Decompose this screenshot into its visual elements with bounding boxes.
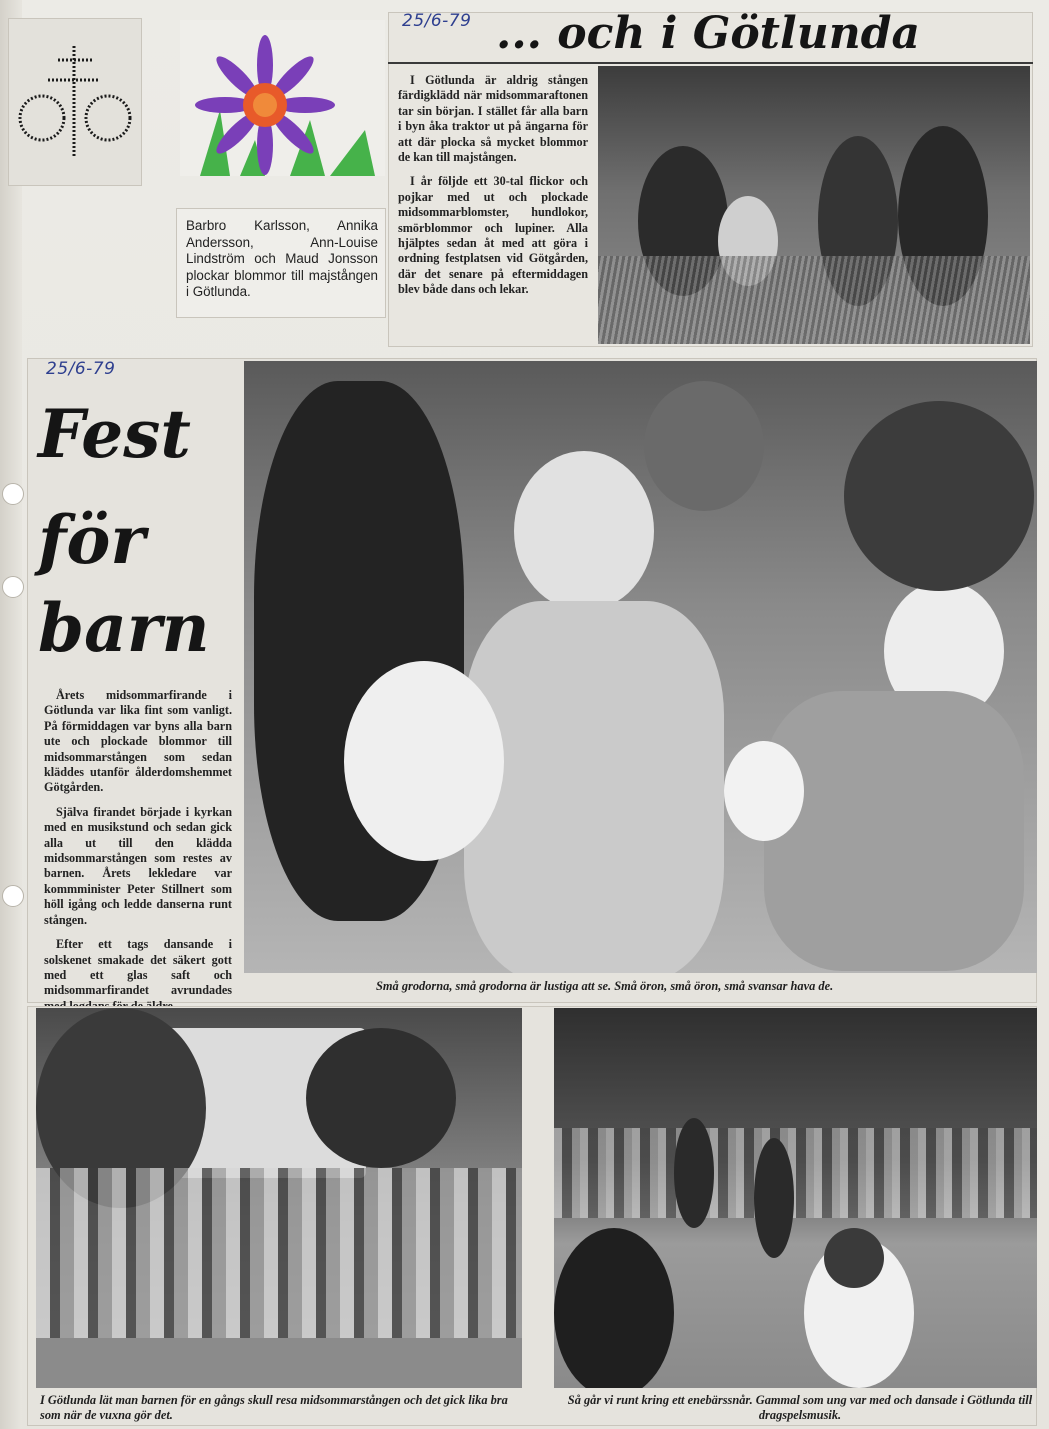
headline-rule [388, 62, 1033, 64]
main-headline-line: barn [38, 589, 210, 667]
main-headline-line: för [38, 501, 146, 579]
raising-pole-photo [36, 1008, 522, 1388]
top-photo-caption: Barbro Karlsson, Annika Andersson, Ann-Louise Lindström och Maud Jonsson plockar blommor till majstången i Götlunda. [186, 218, 378, 300]
binder-hole [2, 483, 24, 505]
top-article-body [398, 73, 588, 307]
flower-clipping [180, 20, 385, 176]
children-dancing-photo [244, 361, 1037, 973]
handwritten-date: 25/6-79 [46, 359, 116, 379]
main-paragraph: Årets midsommarfirande i Götlunda var lika fint som vanligt. På förmiddagen var byns alla barn ute och plockade blommor till midsommarstången som sedan kläddes utanför ålderdomshemmet Götgården. [44, 688, 232, 795]
binder-edge [0, 0, 22, 1429]
main-article-body [44, 688, 232, 1023]
binder-hole [2, 885, 24, 907]
emblem-clipping [8, 18, 142, 186]
top-headline: ... och i Götlunda [496, 8, 920, 59]
main-paragraph: Själva firandet började i kyrkan med en musikstund och sedan gick alla ut till den klädda midsommarstången som restes av barnen. Årets lekledare var kommminister Peter Stillnert som höll igång och ledde danserna runt stången. [44, 804, 232, 927]
main-paragraph: Efter ett tags dansande i solskenet smakade det säkert gott med ett glas saft och midsommarfirandet avrundades [44, 937, 232, 998]
ring-dance-photo [554, 1008, 1037, 1388]
main-photo-caption: Små grodorna, små grodorna är lustiga att se. Små öron, små öron, små svansar hava de. [376, 979, 834, 993]
midsummer-pole-emblem-icon [8, 18, 142, 186]
aster-flower-icon [180, 20, 385, 176]
bottom-left-caption: I Götlunda lät man barnen för en gångs skull resa midsommarstången och det gick lika bra som när de vuxna gör det. [40, 1393, 508, 1422]
bottom-right-caption: Så går vi runt kring ett enebärssnår. Gammal som ung var med och dansade i Götlunda till dragspelsmusik. [567, 1393, 1033, 1422]
main-headline-line: Fest [38, 395, 191, 473]
binder-hole [2, 576, 24, 598]
top-paragraph: I Götlunda är aldrig stången färdigklädd när midsommaraftonen tar sin början. I stället får alla barn i byn åka traktor ut på ängarna för att där plocka så mycket blommor de kan till majstången. [398, 73, 588, 165]
top-paragraph: I år följde ett 30-tal flickor och pojkar med ut och plockade midsommarblomster, hundlokor, smörblommor och lupiner. Alla hjälptes sedan åt med att göra i ordning festplatsen vid Götgården, där det senare på eftermiddagen blev både dans och lekar. [398, 174, 588, 297]
flower-picking-photo [598, 66, 1030, 344]
handwritten-date: 25/6-79 [402, 11, 472, 31]
